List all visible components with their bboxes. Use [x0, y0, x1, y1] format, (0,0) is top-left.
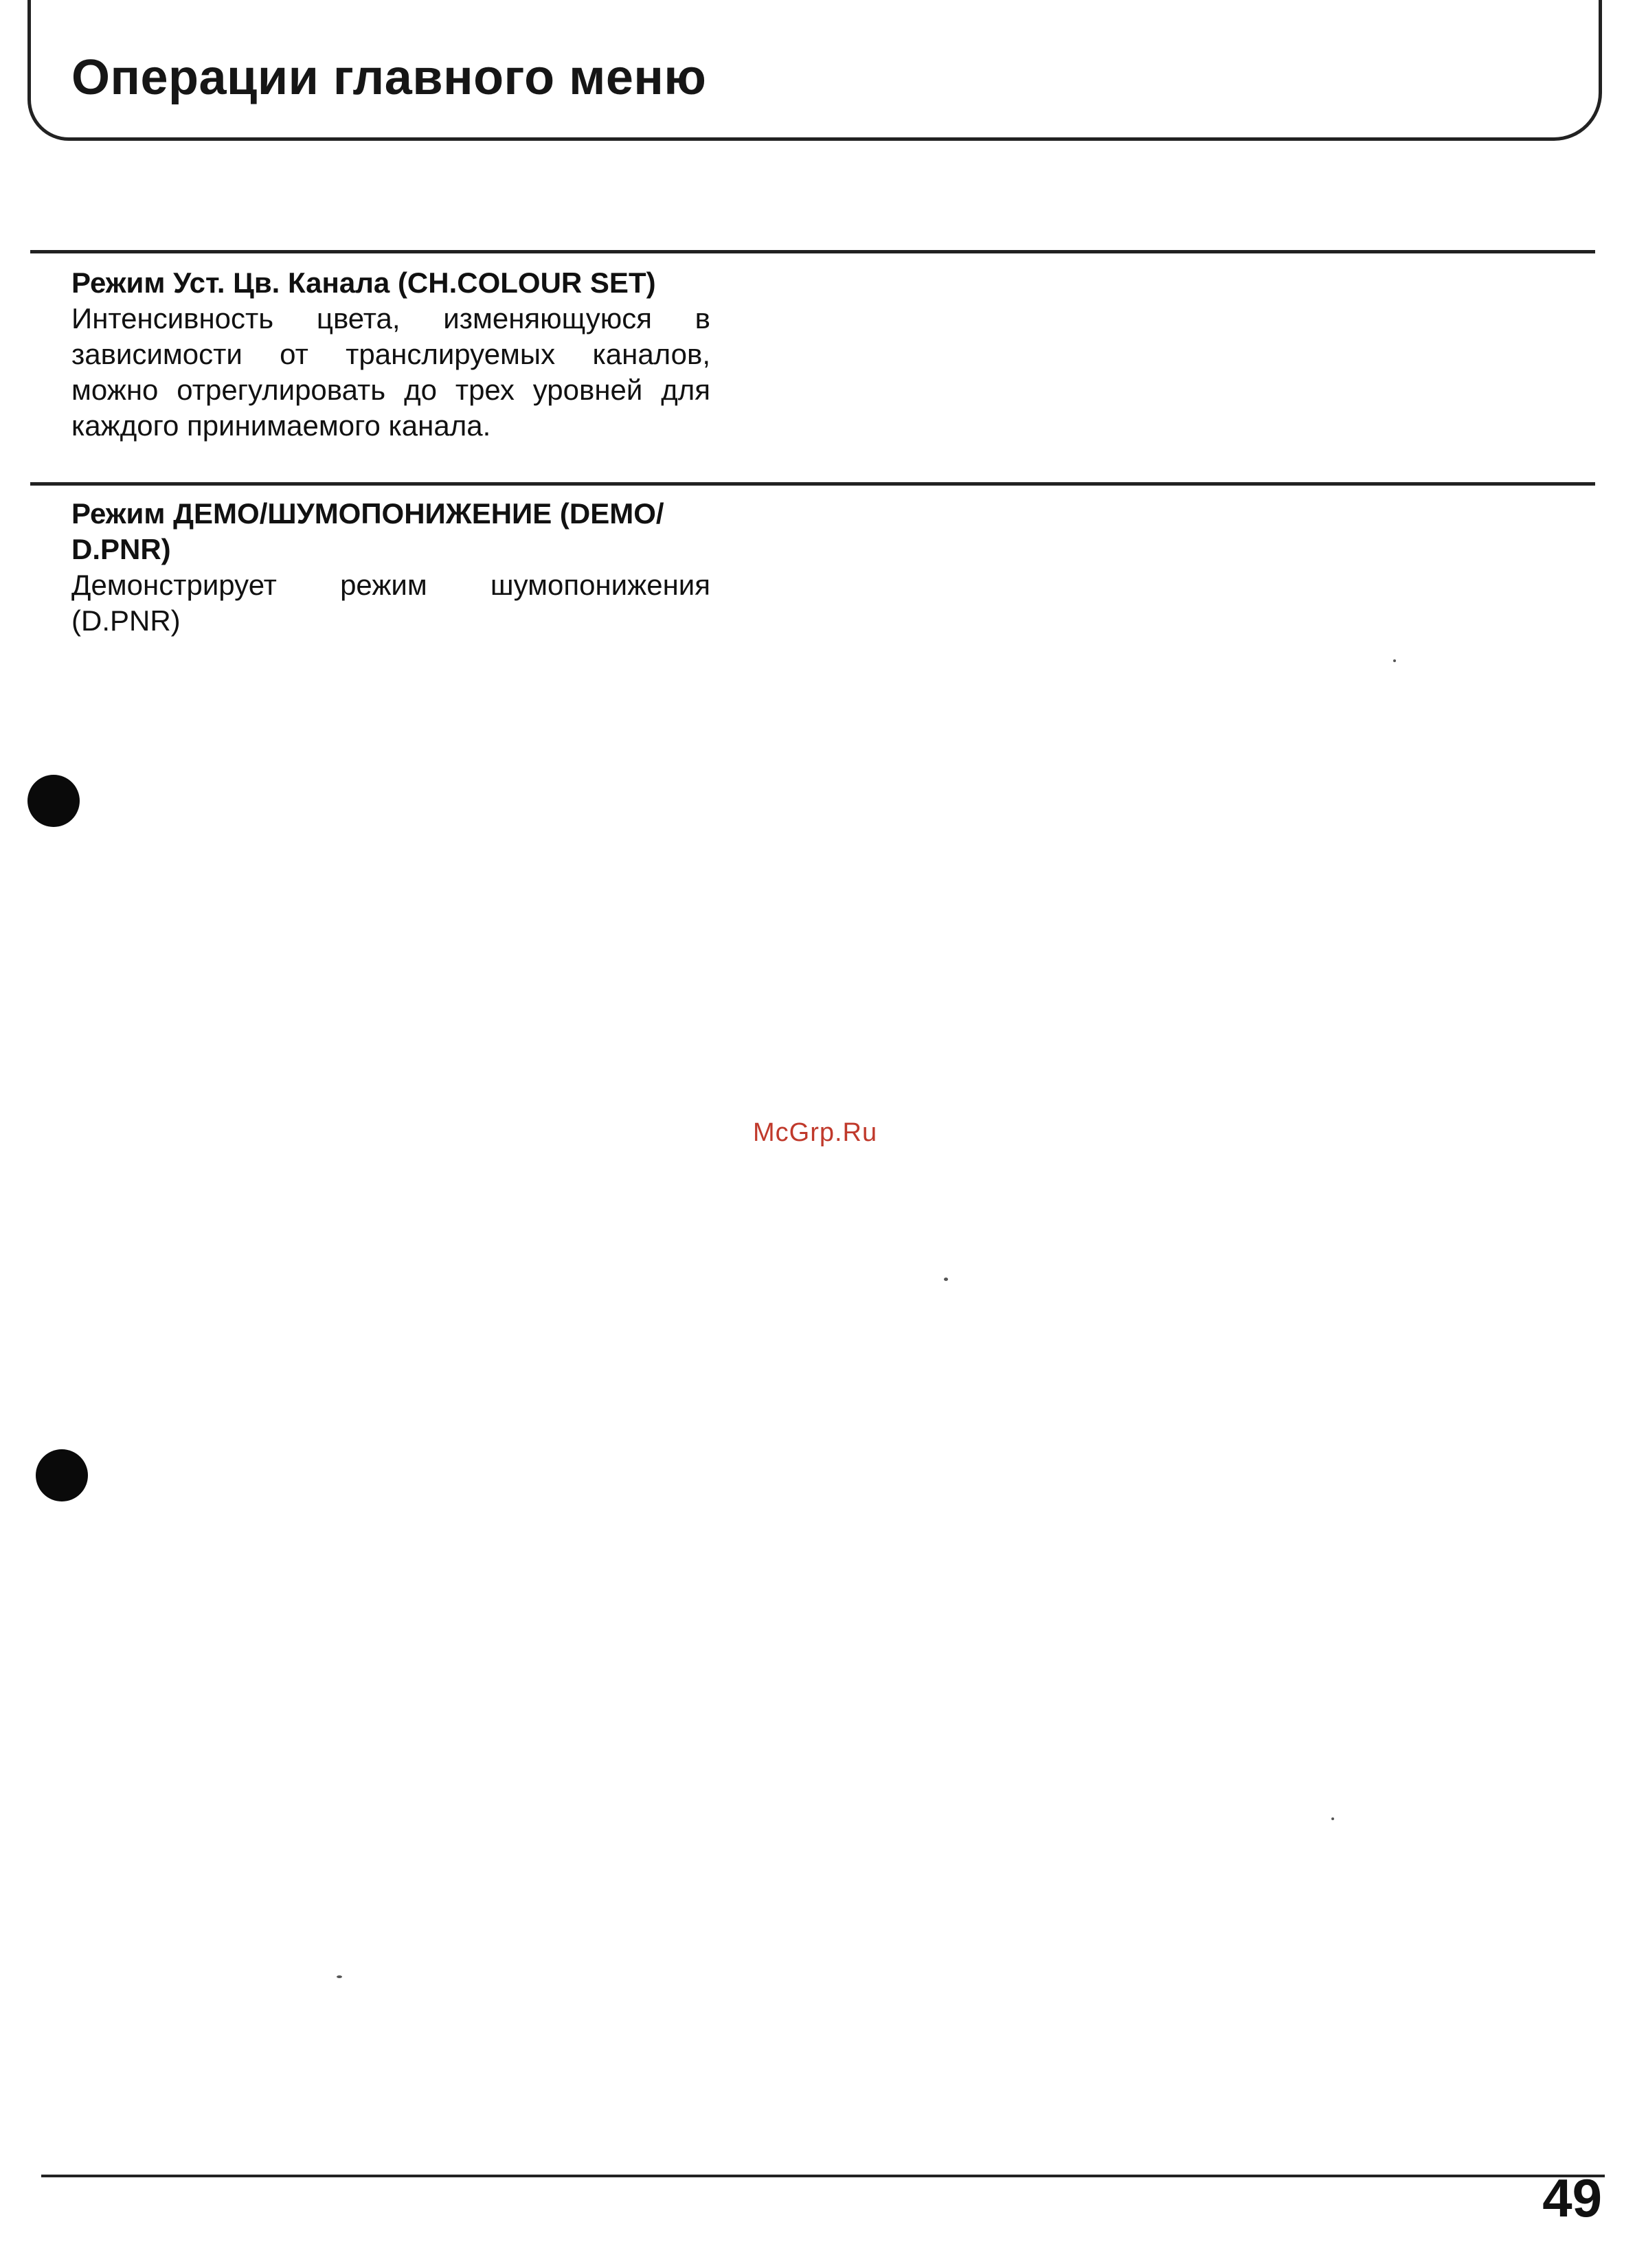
scan-speck — [1393, 659, 1396, 662]
section-body: Демонстрирует режим шумопонижения (D.PNR) — [71, 569, 710, 637]
watermark: McGrp.Ru — [753, 1118, 878, 1147]
section-heading: Режим ДЕМО/ШУМОПОНИЖЕНИЕ (DEMO/ D.PNR) — [71, 497, 664, 565]
scan-speck — [1331, 1817, 1334, 1820]
scan-speck — [337, 1975, 342, 1978]
section-body: Интенсивность цвета, изменяющуюся в зависимости от транслируемых каналов, можно отрегулировать до трех уровней для каждого принимаемого канала. — [71, 302, 710, 442]
section-divider-middle — [30, 482, 1595, 486]
scan-speck — [944, 1278, 948, 1281]
section-divider-top — [30, 250, 1595, 253]
binding-hole-mark — [36, 1449, 88, 1501]
page-title: Операции главного меню — [71, 50, 707, 105]
section-ch-colour-set — [71, 265, 710, 444]
binding-hole-mark — [27, 775, 80, 827]
page-number: 49 — [1542, 2168, 1602, 2228]
section-heading: Режим Уст. Цв. Канала (CH.COLOUR SET) — [71, 267, 656, 299]
footer-rule — [41, 2175, 1605, 2177]
section-demo-dpnr — [71, 496, 710, 639]
